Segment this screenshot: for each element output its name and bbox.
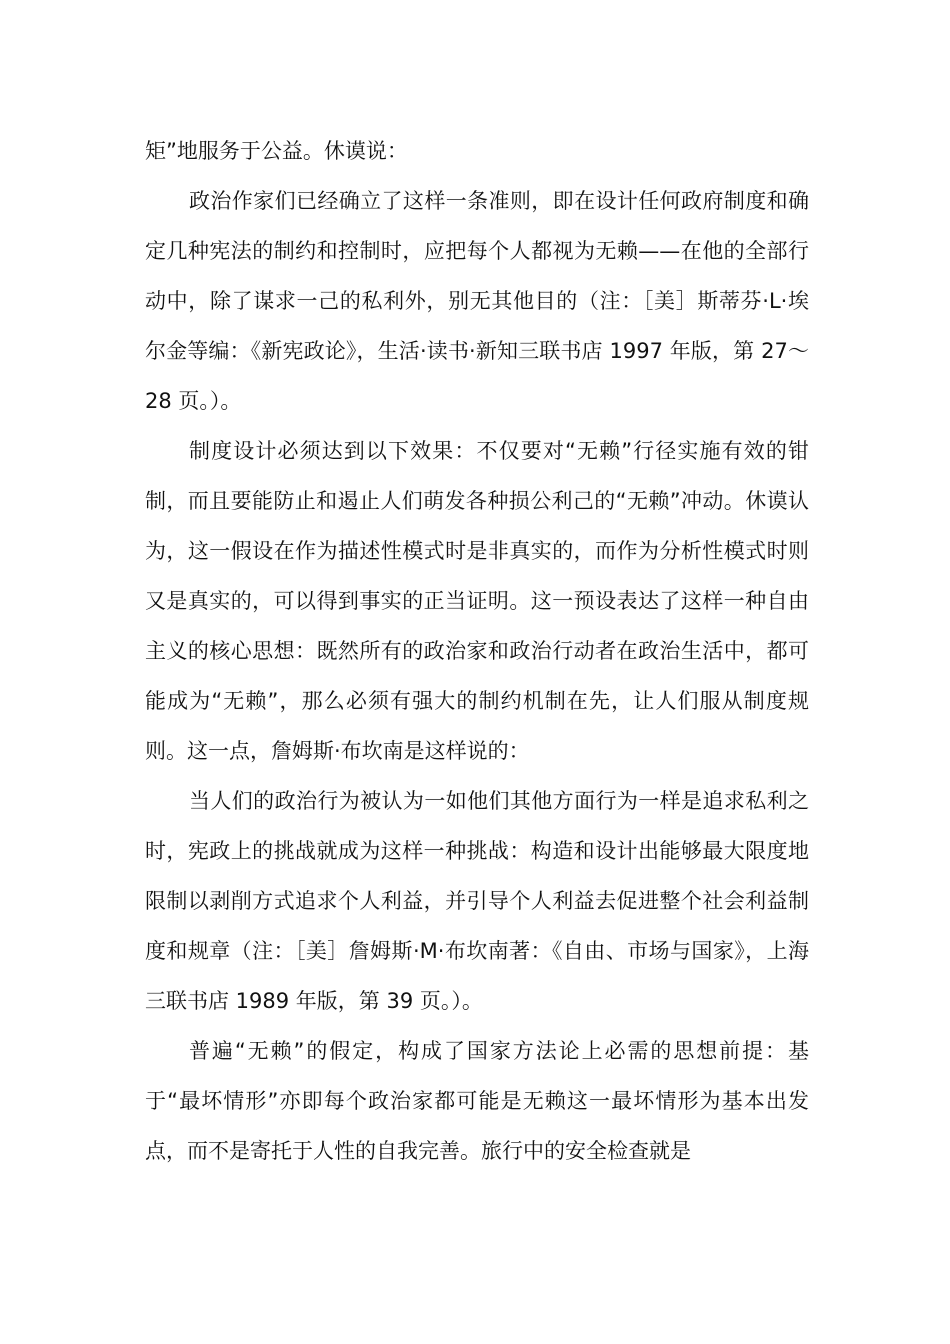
paragraph-continuation: 矩”地服务于公益。休谟说：	[145, 139, 408, 163]
paragraph-buchanan-quote: 当人们的政治行为被认为一如他们其他方面行为一样是追求私利之时，宪政上的挑战就成为这样一种挑战：构造和设计出能够最大限度地限制以剥削方式追求个人利益，并引导个人利益去促进整个社会利益制度和规章（注：［美］詹姆斯·M·布坎南著：《自由、市场与国家》，上海三联书店 1989 年版，第 39 页。）。	[145, 789, 809, 1013]
paragraph-institution-design: 制度设计必须达到以下效果：不仅要对“无赖”行径实施有效的钳制，而且要能防止和遏止人们萌发各种损公利己的“无赖”冲动。休谟认为，这一假设在作为描述性模式时是非真实的，而作为分析性模式时则又是真实的，可以得到事实的正当证明。这一预设表达了这样一种自由主义的核心思想：既然所有的政治家和政治行动者在政治生活中，都可能成为“无赖”，那么必须有强大的制约机制在先，让人们服从制度规则。这一点，詹姆斯·布坎南是这样说的：	[145, 439, 809, 763]
paragraph-hume-quote: 政治作家们已经确立了这样一条准则，即在设计任何政府制度和确定几种宪法的制约和控制时，应把每个人都视为无赖——在他的全部行动中，除了谋求一己的私利外，别无其他目的（注：［美］斯蒂芬·L·埃尔金等编：《新宪政论》，生活·读书·新知三联书店 1997 年版，第 27～28 页。）。	[145, 189, 809, 413]
paragraph-rogue-assumption: 普遍“无赖”的假定，构成了国家方法论上必需的思想前提：基于“最坏情形”亦即每个政治家都可能是无赖这一最坏情形为基本出发点，而不是寄托于人性的自我完善。旅行中的安全检查就是	[145, 1039, 809, 1163]
body-text	[145, 126, 809, 1176]
